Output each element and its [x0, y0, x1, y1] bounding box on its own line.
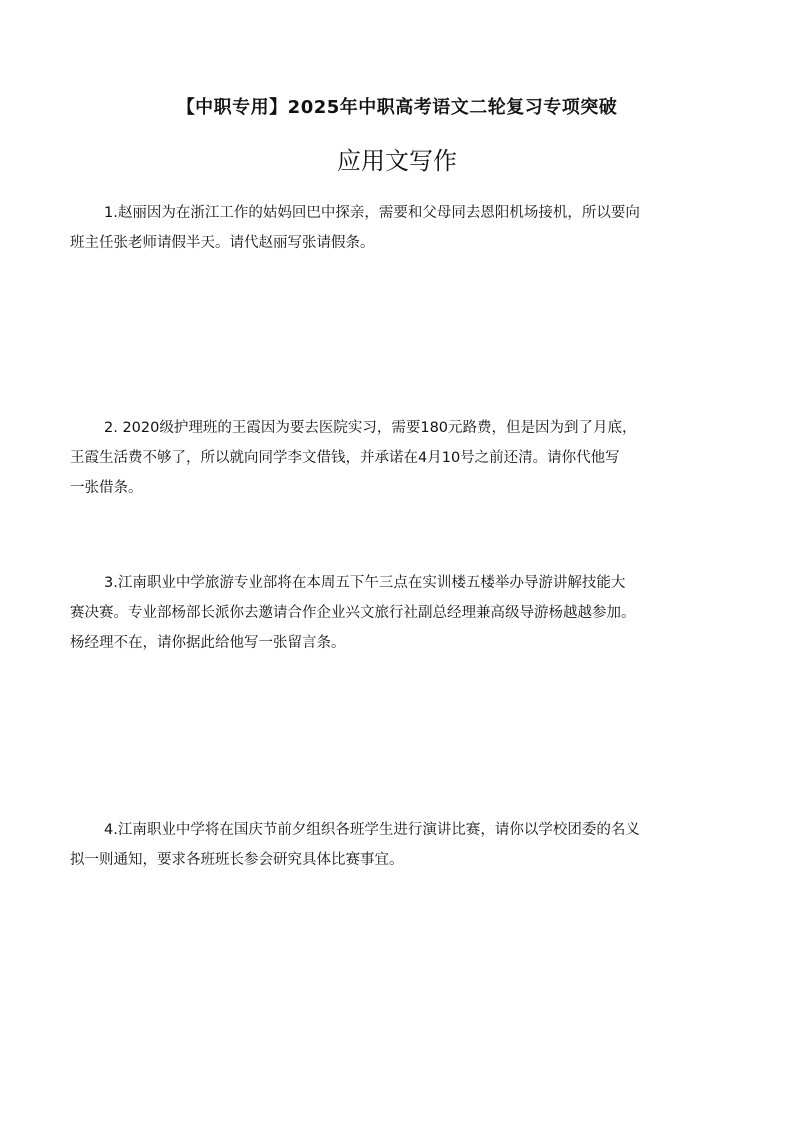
question-3-line-1: 3.江南职业中学旅游专业部将在本周五下午三点在实训楼五楼举办导游讲解技能大 [104, 575, 626, 591]
question-3 [70, 568, 710, 658]
question-2 [70, 413, 710, 503]
question-2-line-3: 一张借条。 [70, 480, 143, 496]
question-4-line-2: 拟一则通知，要求各班班长参会研究具体比赛事宜。 [70, 852, 404, 868]
question-2-line-1: 2. 2020级护理班的王霞因为要去医院实习，需要180元路费，但是因为到了月底， [104, 420, 637, 436]
question-1-line-1: 1.赵丽因为在浙江工作的姑妈回巴中探亲，需要和父母同去恩阳机场接机，所以要向 [104, 205, 640, 221]
question-4-line-1: 4.江南职业中学将在国庆节前夕组织各班学生进行演讲比赛，请你以学校团委的名义 [104, 822, 640, 838]
question-2-line-2: 王霞生活费不够了，所以就向同学李文借钱，并承诺在4月10号之前还清。请你代他写 [70, 450, 620, 466]
question-4 [70, 815, 710, 875]
question-1-line-2: 班主任张老师请假半天。请代赵丽写张请假条。 [70, 235, 375, 251]
question-3-line-3: 杨经理不在，请你据此给他写一张留言条。 [70, 635, 346, 651]
question-1 [70, 198, 710, 258]
document-title: 【中职专用】2025年中职高考语文二轮复习专项突破 [176, 97, 618, 118]
question-3-line-2: 赛决赛。专业部杨部长派你去邀请合作企业兴文旅行社副总经理兼高级导游杨越越参加。 [70, 605, 636, 621]
document-subtitle: 应用文写作 [337, 147, 457, 175]
